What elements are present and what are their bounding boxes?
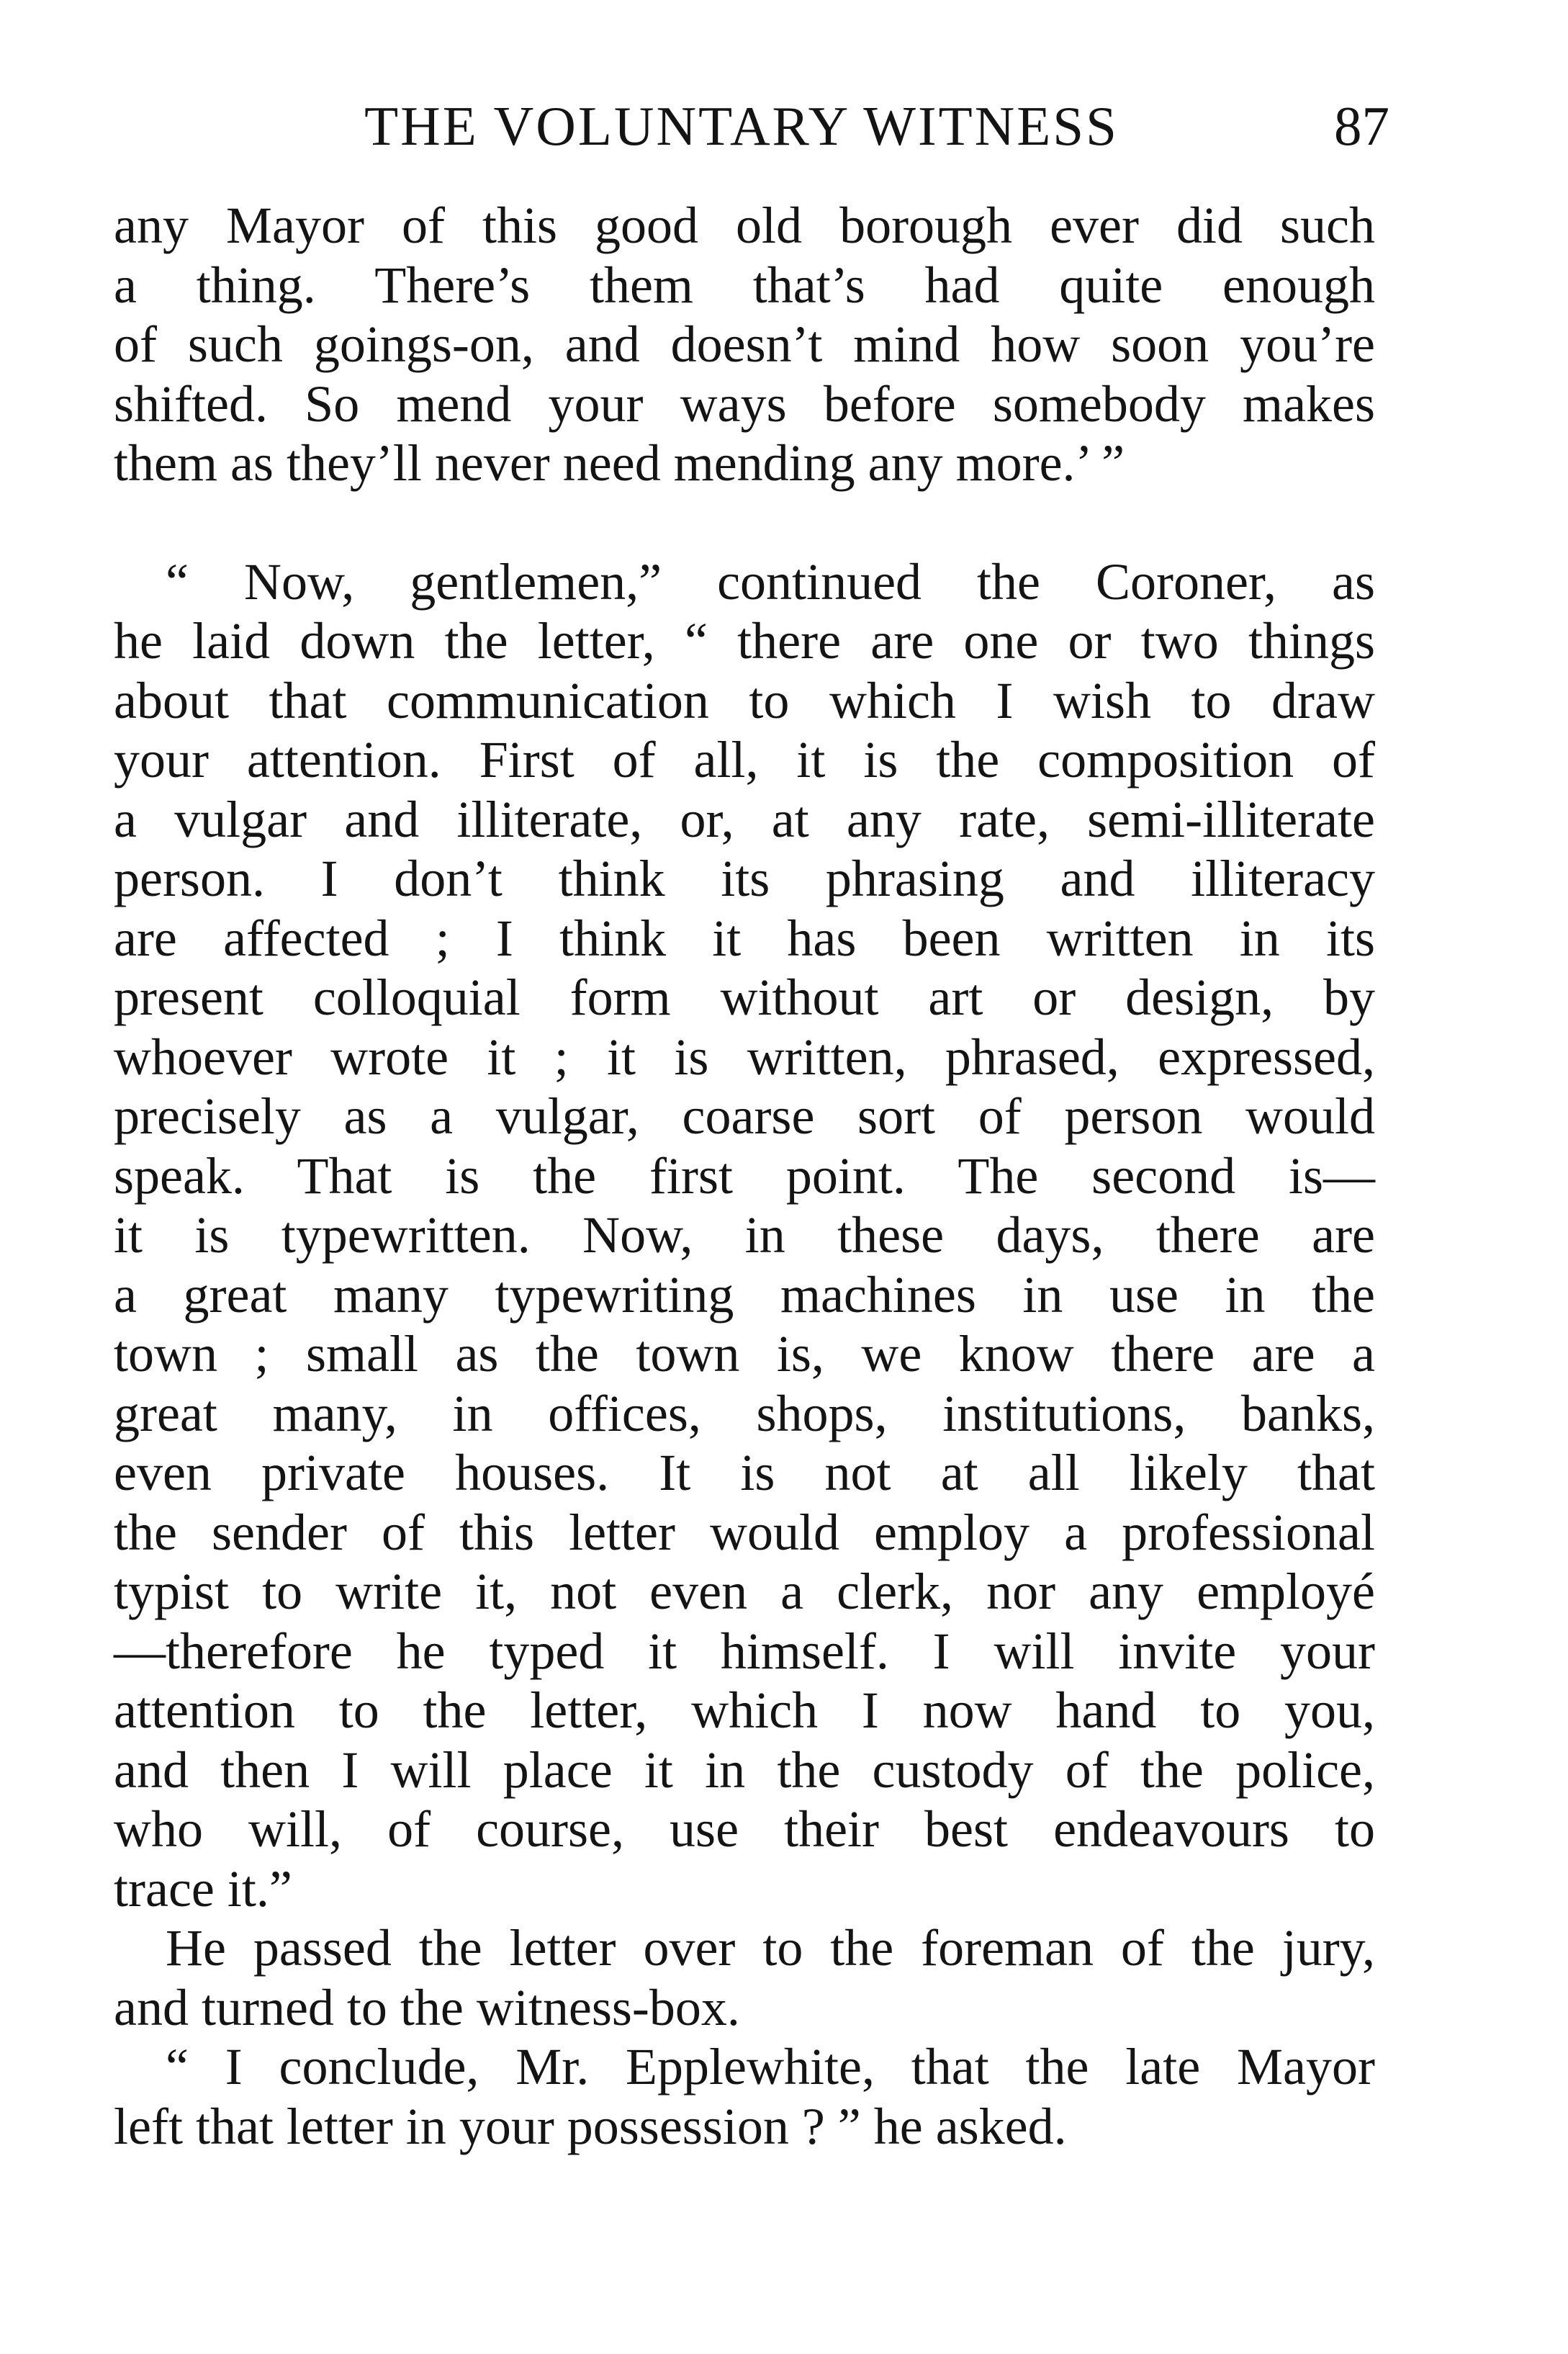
text-line: shifted. So mend your ways before somebody makes	[114, 374, 1375, 433]
paragraph-spacer	[114, 493, 1375, 552]
text-line: it is typewritten. Now, in these days, there are	[114, 1206, 1375, 1264]
text-line: “ I conclude, Mr. Epplewhite, that the late Mayor	[166, 2038, 1375, 2095]
text-line: of such goings-on, and doesn’t mind how soon you’re	[114, 315, 1375, 373]
text-line: even private houses. It is not at all likely that	[114, 1444, 1375, 1501]
text-line: them as they’ll never need mending any more.’ ”	[114, 434, 1125, 492]
text-line: a great many typewriting machines in use in the	[114, 1265, 1375, 1324]
text-line: great many, in offices, shops, institutions, banks,	[114, 1384, 1375, 1442]
text-line: a vulgar and illiterate, or, at any rate, semi-illiterate	[114, 790, 1375, 848]
text-line: any Mayor of this good old borough ever did such	[114, 197, 1375, 254]
text-line: —therefore he typed it himself. I will invite your	[114, 1622, 1375, 1680]
page-number: 87	[1334, 95, 1389, 157]
text-line: “ Now, gentlemen,” continued the Coroner, as	[166, 552, 1375, 611]
text-line: person. I don’t think its phrasing and illiteracy	[114, 850, 1375, 907]
text-line: typist to write it, not even a clerk, nor any employé	[114, 1563, 1375, 1620]
text-line: about that communication to which I wish to draw	[114, 671, 1375, 729]
text-line: present colloquial form without art or design, by	[114, 969, 1375, 1026]
text-line: your attention. First of all, it is the composition of	[114, 731, 1375, 789]
paragraph	[114, 2037, 1375, 2156]
text-line: he laid down the letter, “ there are one or two things	[114, 612, 1375, 670]
paragraph	[114, 196, 1375, 493]
text-line: whoever wrote it ; it is written, phrased, expressed,	[114, 1028, 1375, 1086]
text-line: and turned to the witness-box.	[114, 1978, 740, 2036]
text-line: He passed the letter over to the foreman of the jury,	[166, 1919, 1375, 1977]
body-text	[114, 196, 1375, 2156]
text-line: who will, of course, use their best endeavours to	[114, 1800, 1375, 1858]
text-line: and then I will place it in the custody of the police,	[114, 1740, 1375, 1799]
text-line: trace it.”	[114, 1859, 292, 1918]
text-line: town ; small as the town is, we know there are a	[114, 1325, 1375, 1383]
text-line: attention to the letter, which I now hand to you,	[114, 1681, 1375, 1739]
text-line: a thing. There’s them that’s had quite enough	[114, 256, 1375, 314]
text-line: the sender of this letter would employ a professional	[114, 1503, 1375, 1561]
text-line: precisely as a vulgar, coarse sort of person would	[114, 1087, 1375, 1145]
page-header	[108, 86, 1389, 166]
text-line: speak. That is the first point. The second is—	[114, 1146, 1375, 1205]
paragraph	[114, 552, 1375, 1919]
text-line: left that letter in your possession ? ” he asked.	[114, 2097, 1067, 2155]
running-title: THE VOLUNTARY WITNESS	[364, 95, 1119, 157]
paragraph	[114, 1918, 1375, 2037]
text-line: are affected ; I think it has been written in its	[114, 909, 1375, 967]
